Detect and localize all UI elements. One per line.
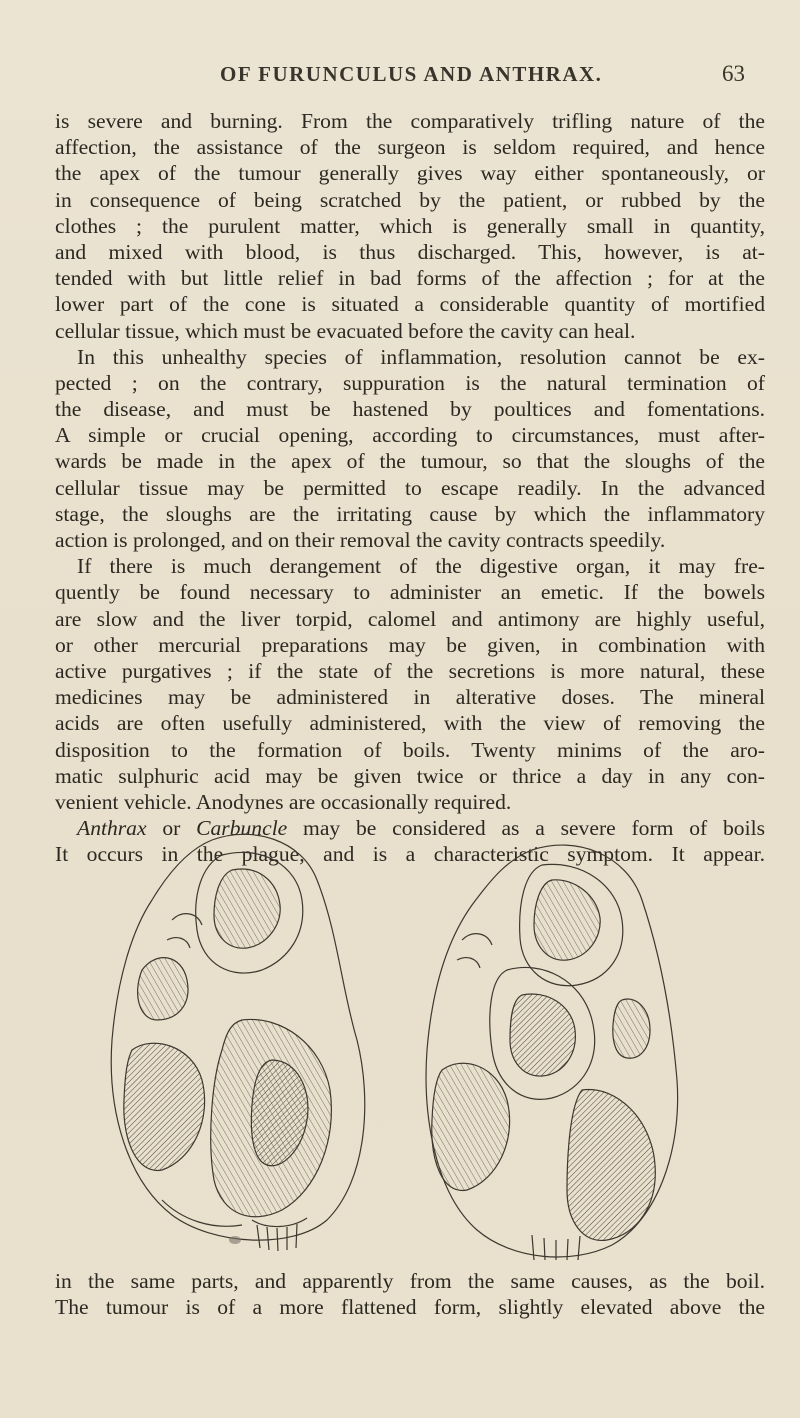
text-line: A simple or crucial opening, according to circumstances, must after-	[55, 423, 765, 448]
text-line: In this unhealthy species of inflammation, resolution cannot be ex-	[77, 344, 765, 369]
text-line: wards be made in the apex of the tumour, so that the sloughs of the	[55, 449, 765, 474]
text-line: acids are often usefully administered, with the view of removing the	[55, 711, 765, 736]
term-connector: or	[146, 816, 197, 841]
text-line: stage, the sloughs are the irritating cause by which the inflammatory	[55, 501, 765, 526]
engraving-figure	[102, 820, 722, 1260]
text-line: venient vehicle. Anodynes are occasionally required.	[55, 789, 512, 814]
text-line: action is prolonged, and on their removal the cavity contracts speedily.	[55, 528, 666, 552]
text-line: If there is much derangement of the digestive organ, it may fre-	[77, 554, 765, 579]
text-line: quently be found necessary to administer an emetic. If the bowels	[55, 580, 765, 605]
text-line: The tumour is of a more flattened form, slightly elevated above the	[55, 1295, 765, 1320]
text-line: medicines may be administered in alterative doses. The mineral	[55, 685, 765, 710]
carbuncle-engraving	[102, 820, 722, 1260]
anthrax-rest: may be considered as a severe form of boils	[287, 816, 765, 841]
text-line: tended with but little relief in bad forms of the affection ; for at the	[55, 266, 765, 291]
term-carbuncle: Carbuncle	[196, 816, 288, 841]
text-line: the disease, and must be hastened by poultices and fomentations.	[55, 397, 765, 422]
text-line: clothes ; the purulent matter, which is generally small in quantity,	[55, 213, 765, 238]
right-figure	[426, 845, 678, 1260]
text-line: It occurs in the plague, and is a characteristic symptom. It appear.	[55, 842, 765, 867]
text-line: affection, the assistance of the surgeon is seldom required, and hence	[55, 135, 765, 160]
text-line: or other mercurial preparations may be given, in combination with	[55, 632, 765, 657]
term-anthrax: Anthrax	[77, 816, 147, 841]
running-head	[0, 62, 800, 92]
text-line: in consequence of being scratched by the patient, or rubbed by the	[55, 187, 765, 212]
text-line: matic sulphuric acid may be given twice or thrice a day in any con-	[55, 763, 765, 788]
text-line: disposition to the formation of boils. Twenty minims of the aro-	[55, 737, 765, 762]
text-line: the apex of the tumour generally gives way either spontaneously, or	[55, 161, 765, 186]
continuation-text	[55, 1268, 765, 1320]
text-line: pected ; on the contrary, suppuration is the natural termination of	[55, 370, 765, 395]
text-line: and mixed with blood, is thus discharged. This, however, is at-	[55, 239, 765, 264]
text-line: are slow and the liver torpid, calomel and antimony are highly useful,	[55, 606, 765, 631]
page-number: 63	[722, 61, 745, 86]
text-line: cellular tissue may be permitted to escape readily. In the advanced	[55, 475, 765, 500]
text-line: active purgatives ; if the state of the secretions is more natural, these	[55, 658, 765, 683]
text-line: lower part of the cone is situated a considerable quantity of mortified	[55, 292, 765, 317]
text-line: cellular tissue, which must be evacuated before the cavity can heal.	[55, 318, 636, 343]
print-blemish	[229, 1236, 241, 1244]
running-title: OF FURUNCULUS AND ANTHRAX.	[220, 62, 603, 86]
text-line: in the same parts, and apparently from the same causes, as the boil.	[55, 1269, 765, 1293]
body-text	[55, 108, 765, 867]
text-line: is severe and burning. From the comparatively trifling nature of the	[55, 109, 765, 133]
left-figure	[111, 834, 365, 1251]
